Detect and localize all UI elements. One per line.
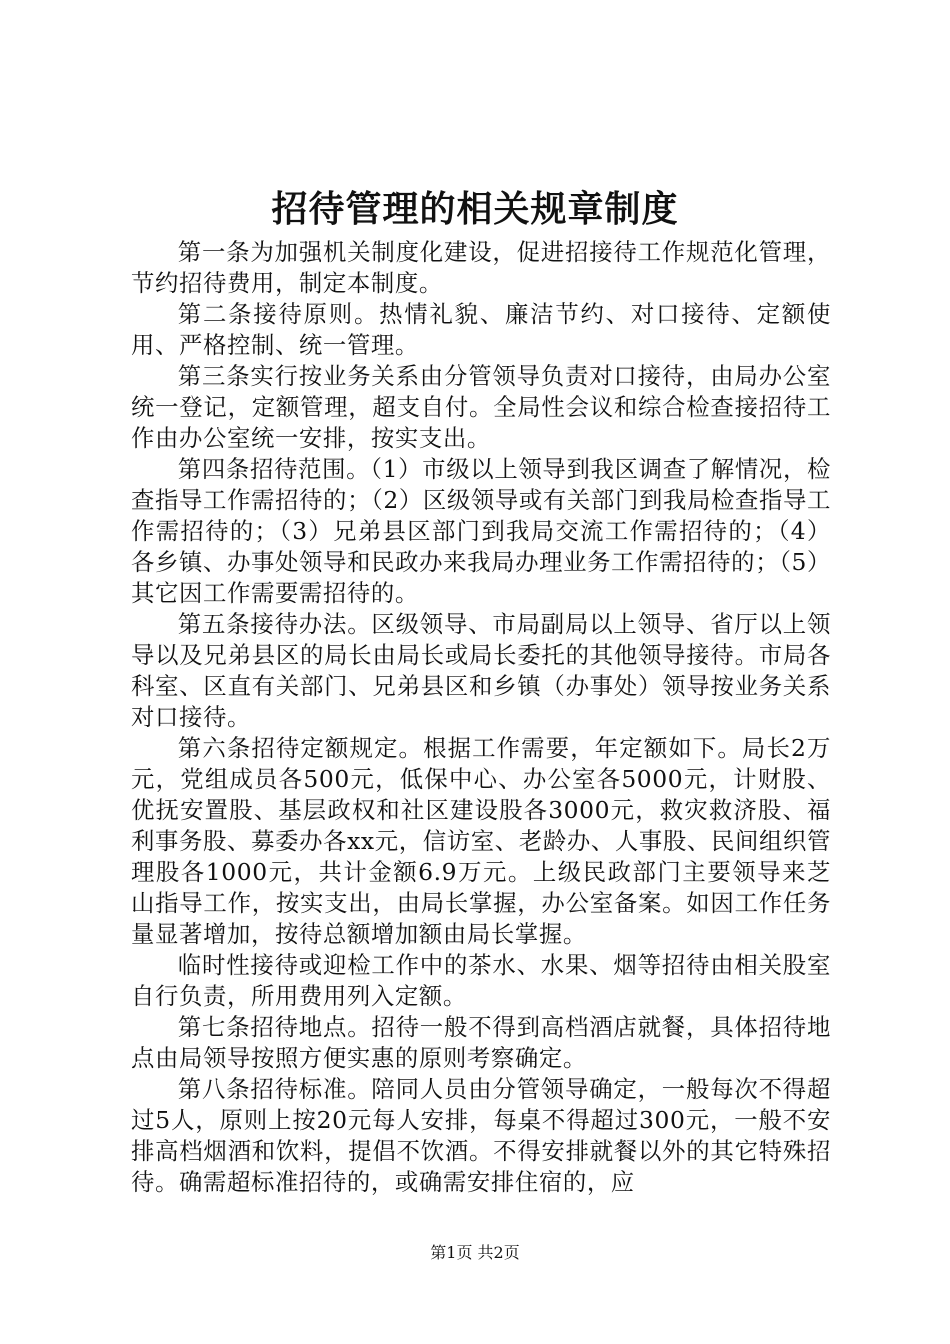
paragraph-article-7: 第七条招待地点。招待一般不得到高档酒店就餐，具体招待地点由局领导按照方便实惠的原则考察确定。 (131, 1013, 831, 1072)
paragraph-temporary-reception: 临时性接待或迎检工作中的茶水、水果、烟等招待由相关股室自行负责，所用费用列入定额。 (131, 951, 831, 1010)
paragraph-article-4: 第四条招待范围。（1）市级以上领导到我区调查了解情况，检查指导工作需招待的；（2）区级领导或有关部门到我局检查指导工作需招待的；（3）兄弟县区部门到我局交流工作需招待的；（4）各乡镇、办事处领导和民政办来我局办理业务工作需招待的；（5）其它因工作需要需招待的。 (131, 455, 831, 607)
paragraph-article-5: 第五条接待办法。区级领导、市局副局以上领导、省厅以上领导以及兄弟县区的局长由局长或局长委托的其他领导接待。市局各科室、区直有关部门、兄弟县区和乡镇（办事处）领导按业务关系对口接待。 (131, 610, 831, 731)
paragraph-article-8: 第八条招待标准。陪同人员由分管领导确定，一般每次不得超过5人，原则上按20元每人安排，每桌不得超过300元，一般不安排高档烟酒和饮料，提倡不饮酒。不得安排就餐以外的其它特殊招待。确需超标准招待的，或确需安排住宿的，应 (131, 1075, 831, 1196)
paragraph-article-1: 第一条为加强机关制度化建设，促进招接待工作规范化管理，节约招待费用，制定本制度。 (131, 238, 831, 297)
paragraph-article-3: 第三条实行按业务关系由分管领导负责对口接待，由局办公室统一登记，定额管理，超支自付。全局性会议和综合检查接招待工作由办公室统一安排，按实支出。 (131, 362, 831, 452)
document-title: 招待管理的相关规章制度 (271, 188, 679, 230)
document-body (131, 237, 831, 1198)
paragraph-article-6: 第六条招待定额规定。根据工作需要，年定额如下。局长2万元，党组成员各500元，低保中心、办公室各5000元，计财股、优抚安置股、基层政权和社区建设股各3000元，救灾救济股、福利事务股、募委办各xx元，信访室、老龄办、人事股、民间组织管理股各1000元，共计金额6.9万元。上级民政部门主要领导来芝山指导工作，按实支出，由局长掌握，办公室备案。如因工作任务量显著增加，按待总额增加额由局长掌握。 (131, 734, 831, 948)
page-footer: 第1页 共2页 (430, 1243, 520, 1262)
paragraph-article-2: 第二条接待原则。热情礼貌、廉洁节约、对口接待、定额使用、严格控制、统一管理。 (131, 300, 831, 359)
